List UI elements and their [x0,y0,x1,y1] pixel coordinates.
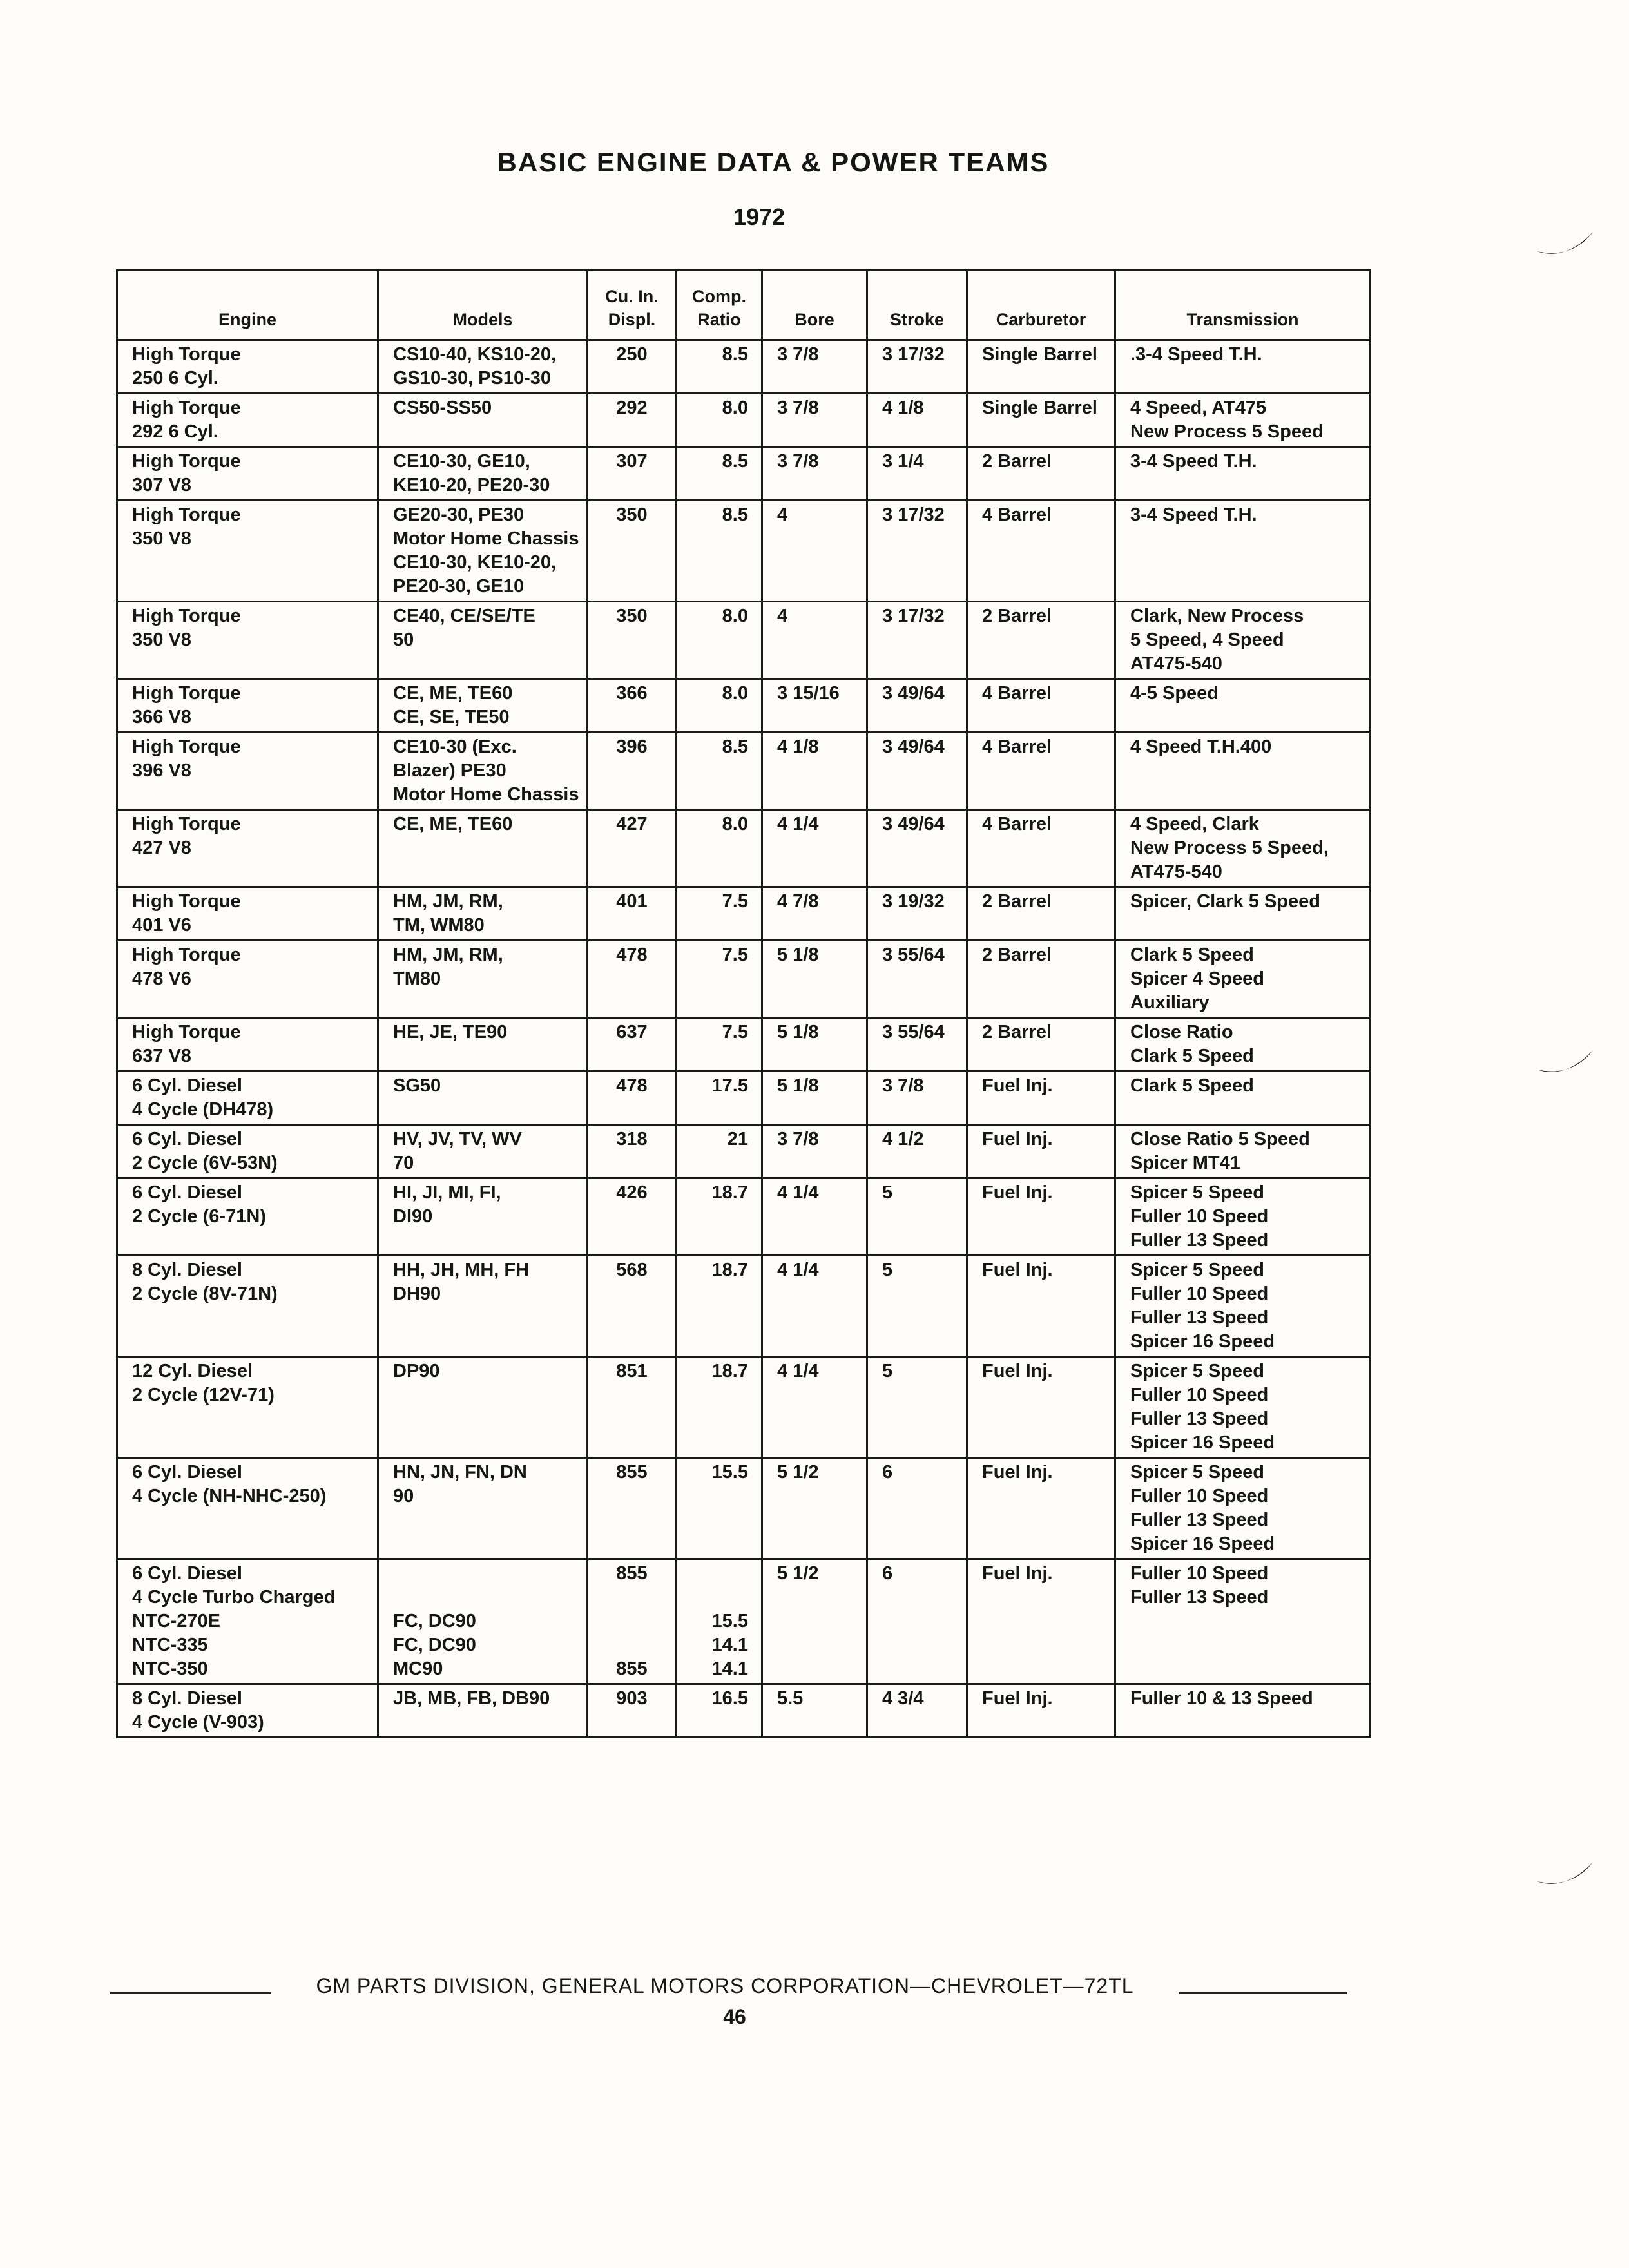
cell-transmission: Fuller 10 & 13 Speed [1115,1684,1371,1738]
cell-bore: 5 1/8 [762,941,867,1018]
cell-stroke: 6 [867,1458,967,1559]
cell-bore: 4 [762,501,867,602]
cell-stroke: 3 19/32 [867,887,967,941]
cell-compression-ratio: 7.5 [677,941,762,1018]
cell-transmission: Close Ratio Clark 5 Speed [1115,1018,1371,1072]
cell-models: JB, MB, FB, DB90 [378,1684,588,1738]
cell-compression-ratio: 8.0 [677,602,762,679]
cell-models: HI, JI, MI, FI, DI90 [378,1178,588,1256]
cell-models: DP90 [378,1357,588,1458]
cell-stroke: 4 1/8 [867,394,967,447]
cell-engine: 6 Cyl. Diesel 2 Cycle (6-71N) [117,1178,378,1256]
cell-bore: 3 15/16 [762,679,867,733]
cell-displacement: 851 [588,1357,677,1458]
cell-compression-ratio: 8.5 [677,733,762,810]
cell-compression-ratio: 8.0 [677,394,762,447]
cell-compression-ratio: 8.0 [677,679,762,733]
cell-displacement: 250 [588,340,677,394]
cell-compression-ratio: 8.5 [677,340,762,394]
header-compression-ratio: Comp. Ratio [677,271,762,340]
cell-stroke: 3 49/64 [867,679,967,733]
cell-carburetor: 2 Barrel [967,447,1115,501]
cell-stroke: 3 17/32 [867,501,967,602]
cell-transmission: 4 Speed T.H.400 [1115,733,1371,810]
cell-models: CS10-40, KS10-20, GS10-30, PS10-30 [378,340,588,394]
cell-displacement: 478 [588,941,677,1018]
cell-transmission: Spicer 5 Speed Fuller 10 Speed Fuller 13 Speed Spicer 16 Speed [1115,1256,1371,1357]
cell-stroke: 3 1/4 [867,447,967,501]
cell-stroke: 3 17/32 [867,340,967,394]
cell-transmission: Clark 5 Speed Spicer 4 Speed Auxiliary [1115,941,1371,1018]
cell-carburetor: Fuel Inj. [967,1559,1115,1684]
table-row [117,1684,1371,1738]
cell-engine: 8 Cyl. Diesel 4 Cycle (V-903) [117,1684,378,1738]
cell-transmission: .3-4 Speed T.H. [1115,340,1371,394]
cell-carburetor: Single Barrel [967,340,1115,394]
binder-mark-middle [1534,1044,1598,1082]
cell-carburetor: 2 Barrel [967,602,1115,679]
table-row [117,1125,1371,1178]
cell-engine: High Torque 401 V6 [117,887,378,941]
cell-bore: 3 7/8 [762,447,867,501]
table-row [117,1357,1371,1458]
cell-stroke: 3 7/8 [867,1072,967,1125]
cell-carburetor: Fuel Inj. [967,1072,1115,1125]
cell-compression-ratio: 8.5 [677,501,762,602]
cell-stroke: 5 [867,1357,967,1458]
cell-compression-ratio: 18.7 [677,1357,762,1458]
cell-displacement: 318 [588,1125,677,1178]
table-row [117,941,1371,1018]
cell-carburetor: Fuel Inj. [967,1125,1115,1178]
header-engine: Engine [117,271,378,340]
cell-engine: High Torque 350 V8 [117,501,378,602]
cell-transmission: 4 Speed, Clark New Process 5 Speed, AT475-540 [1115,810,1371,887]
cell-bore: 3 7/8 [762,1125,867,1178]
cell-transmission: Clark 5 Speed [1115,1072,1371,1125]
cell-carburetor: Fuel Inj. [967,1357,1115,1458]
cell-models: SG50 [378,1072,588,1125]
cell-bore: 4 1/8 [762,733,867,810]
cell-stroke: 5 [867,1256,967,1357]
footer-rule-left [110,1992,271,1994]
cell-carburetor: 2 Barrel [967,1018,1115,1072]
table-body [117,340,1371,1738]
cell-stroke: 3 17/32 [867,602,967,679]
cell-models: HM, JM, RM, TM80 [378,941,588,1018]
cell-carburetor: Fuel Inj. [967,1178,1115,1256]
cell-compression-ratio: 15.5 [677,1458,762,1559]
cell-compression-ratio: 8.0 [677,810,762,887]
cell-bore: 4 7/8 [762,887,867,941]
cell-engine: High Torque 478 V6 [117,941,378,1018]
cell-models: CE10-30 (Exc. Blazer) PE30 Motor Home Chassis [378,733,588,810]
cell-models: HN, JN, FN, DN 90 [378,1458,588,1559]
cell-displacement: 637 [588,1018,677,1072]
cell-compression-ratio: 16.5 [677,1684,762,1738]
table-row [117,810,1371,887]
cell-carburetor: 4 Barrel [967,501,1115,602]
cell-stroke: 4 1/2 [867,1125,967,1178]
cell-carburetor: 4 Barrel [967,679,1115,733]
table-row [117,1559,1371,1684]
cell-engine: High Torque 396 V8 [117,733,378,810]
cell-engine: 6 Cyl. Diesel 4 Cycle Turbo Charged NTC-270E NTC-335 NTC-350 [117,1559,378,1684]
footer-rule-right [1179,1992,1347,1994]
cell-carburetor: Single Barrel [967,394,1115,447]
cell-carburetor: Fuel Inj. [967,1458,1115,1559]
cell-bore: 3 7/8 [762,340,867,394]
cell-carburetor: 4 Barrel [967,733,1115,810]
table-row [117,679,1371,733]
header-carburetor: Carburetor [967,271,1115,340]
cell-stroke: 6 [867,1559,967,1684]
cell-engine: 12 Cyl. Diesel 2 Cycle (12V-71) [117,1357,378,1458]
binder-mark-bottom [1534,1856,1598,1894]
cell-transmission: Spicer, Clark 5 Speed [1115,887,1371,941]
cell-models: HV, JV, TV, WV 70 [378,1125,588,1178]
cell-models: HH, JH, MH, FH DH90 [378,1256,588,1357]
cell-displacement: 307 [588,447,677,501]
cell-stroke: 3 49/64 [867,733,967,810]
cell-bore: 5 1/8 [762,1018,867,1072]
cell-engine: High Torque 366 V8 [117,679,378,733]
cell-bore: 5.5 [762,1684,867,1738]
footer-text: GM PARTS DIVISION, GENERAL MOTORS CORPORATION—CHEVROLET—72TL [316,1974,1134,1997]
table-row [117,733,1371,810]
cell-displacement: 426 [588,1178,677,1256]
cell-engine: High Torque 637 V8 [117,1018,378,1072]
cell-models: CS50-SS50 [378,394,588,447]
cell-transmission: Spicer 5 Speed Fuller 10 Speed Fuller 13 Speed Spicer 16 Speed [1115,1458,1371,1559]
page-title: BASIC ENGINE DATA & POWER TEAMS [497,147,1050,177]
cell-transmission: 4-5 Speed [1115,679,1371,733]
cell-engine: High Torque 292 6 Cyl. [117,394,378,447]
cell-models: CE40, CE/SE/TE 50 [378,602,588,679]
cell-carburetor: 4 Barrel [967,810,1115,887]
table-row [117,887,1371,941]
cell-transmission: 3-4 Speed T.H. [1115,501,1371,602]
cell-compression-ratio: 7.5 [677,887,762,941]
cell-models: GE20-30, PE30 Motor Home Chassis CE10-30, KE10-20, PE20-30, GE10 [378,501,588,602]
table-row [117,394,1371,447]
cell-transmission: Close Ratio 5 Speed Spicer MT41 [1115,1125,1371,1178]
header-stroke: Stroke [867,271,967,340]
cell-engine: 6 Cyl. Diesel 4 Cycle (NH-NHC-250) [117,1458,378,1559]
cell-engine: High Torque 307 V8 [117,447,378,501]
cell-displacement: 350 [588,602,677,679]
page-number: 46 [723,2005,746,2028]
cell-bore: 5 1/8 [762,1072,867,1125]
cell-compression-ratio: 18.7 [677,1178,762,1256]
table-row [117,1256,1371,1357]
table-row [117,1018,1371,1072]
cell-carburetor: Fuel Inj. [967,1684,1115,1738]
cell-models: CE10-30, GE10, KE10-20, PE20-30 [378,447,588,501]
cell-models: CE, ME, TE60 [378,810,588,887]
table-header-row [117,271,1371,340]
cell-bore: 4 1/4 [762,1178,867,1256]
cell-displacement: 427 [588,810,677,887]
binder-mark-top [1534,226,1598,264]
cell-engine: High Torque 250 6 Cyl. [117,340,378,394]
cell-engine: High Torque 350 V8 [117,602,378,679]
cell-displacement: 350 [588,501,677,602]
page-year: 1972 [733,204,786,230]
table-row [117,501,1371,602]
cell-bore: 5 1/2 [762,1559,867,1684]
cell-engine: 8 Cyl. Diesel 2 Cycle (8V-71N) [117,1256,378,1357]
cell-models: HM, JM, RM, TM, WM80 [378,887,588,941]
header-models: Models [378,271,588,340]
cell-compression-ratio: 7.5 [677,1018,762,1072]
cell-stroke: 4 3/4 [867,1684,967,1738]
cell-models: CE, ME, TE60 CE, SE, TE50 [378,679,588,733]
cell-displacement: 478 [588,1072,677,1125]
table-row [117,1072,1371,1125]
cell-bore: 4 1/4 [762,810,867,887]
cell-stroke: 5 [867,1178,967,1256]
header-transmission: Transmission [1115,271,1371,340]
cell-displacement: 292 [588,394,677,447]
table-row [117,340,1371,394]
cell-displacement: 401 [588,887,677,941]
cell-displacement: 855 855 [588,1559,677,1684]
cell-carburetor: Fuel Inj. [967,1256,1115,1357]
cell-models: HE, JE, TE90 [378,1018,588,1072]
cell-bore: 4 1/4 [762,1357,867,1458]
cell-displacement: 903 [588,1684,677,1738]
table-row [117,1178,1371,1256]
cell-carburetor: 2 Barrel [967,941,1115,1018]
cell-stroke: 3 55/64 [867,1018,967,1072]
cell-bore: 5 1/2 [762,1458,867,1559]
cell-compression-ratio: 17.5 [677,1072,762,1125]
cell-compression-ratio: 18.7 [677,1256,762,1357]
cell-displacement: 855 [588,1458,677,1559]
cell-models: FC, DC90 FC, DC90 MC90 [378,1559,588,1684]
engine-data-table [116,269,1371,1738]
cell-compression-ratio: 15.5 14.1 14.1 [677,1559,762,1684]
header-bore: Bore [762,271,867,340]
table-row [117,1458,1371,1559]
cell-engine: 6 Cyl. Diesel 4 Cycle (DH478) [117,1072,378,1125]
cell-bore: 4 1/4 [762,1256,867,1357]
cell-transmission: Fuller 10 Speed Fuller 13 Speed [1115,1559,1371,1684]
cell-bore: 4 [762,602,867,679]
cell-displacement: 568 [588,1256,677,1357]
cell-compression-ratio: 8.5 [677,447,762,501]
cell-transmission: 4 Speed, AT475 New Process 5 Speed [1115,394,1371,447]
cell-transmission: Spicer 5 Speed Fuller 10 Speed Fuller 13 Speed [1115,1178,1371,1256]
table-row [117,447,1371,501]
cell-transmission: Spicer 5 Speed Fuller 10 Speed Fuller 13 Speed Spicer 16 Speed [1115,1357,1371,1458]
table-row [117,602,1371,679]
cell-stroke: 3 49/64 [867,810,967,887]
header-displacement: Cu. In. Displ. [588,271,677,340]
cell-engine: High Torque 427 V8 [117,810,378,887]
cell-displacement: 396 [588,733,677,810]
cell-transmission: Clark, New Process 5 Speed, 4 Speed AT475-540 [1115,602,1371,679]
cell-carburetor: 2 Barrel [967,887,1115,941]
cell-transmission: 3-4 Speed T.H. [1115,447,1371,501]
cell-bore: 3 7/8 [762,394,867,447]
cell-compression-ratio: 21 [677,1125,762,1178]
cell-displacement: 366 [588,679,677,733]
cell-engine: 6 Cyl. Diesel 2 Cycle (6V-53N) [117,1125,378,1178]
cell-stroke: 3 55/64 [867,941,967,1018]
